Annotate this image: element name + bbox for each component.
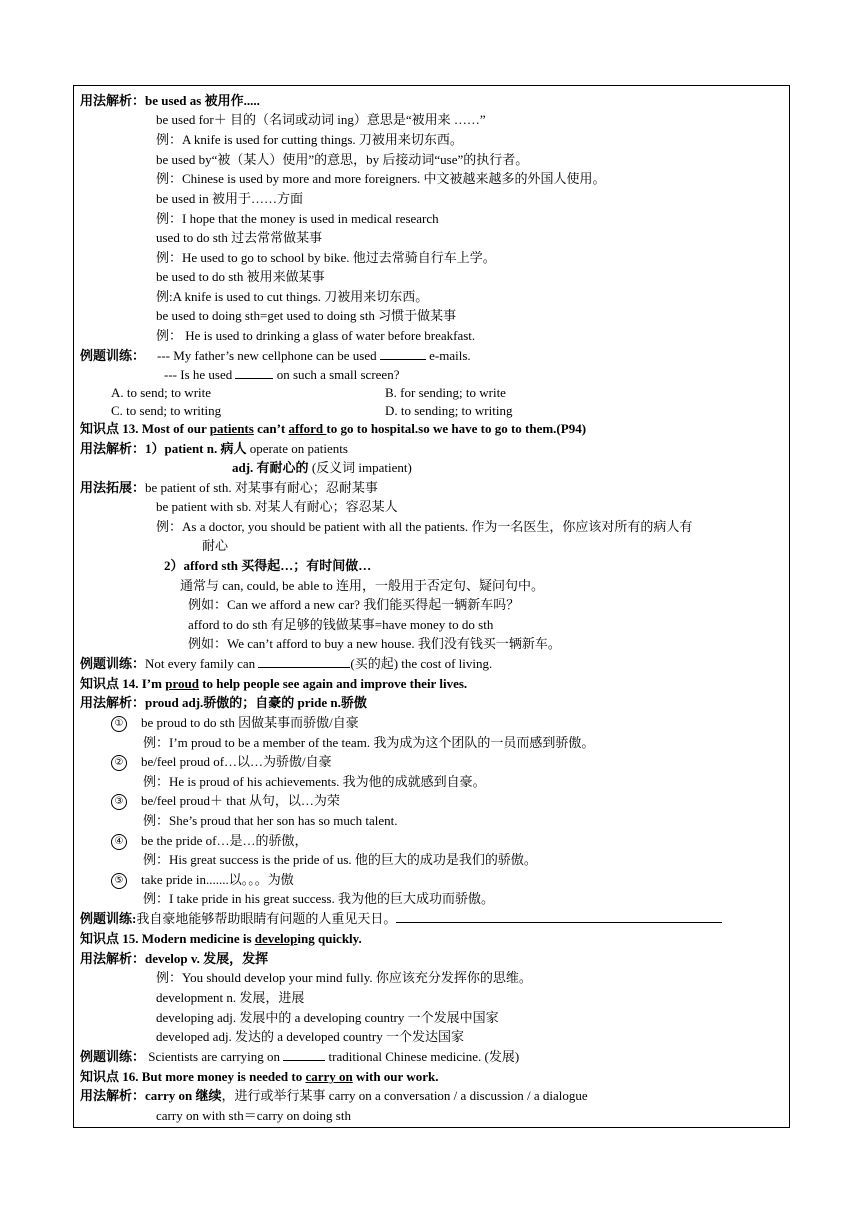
answer-blank[interactable] [380,347,426,360]
example-line: 例：I take pride in his great success. 我为他的巨大成功而骄傲。 [143,891,494,906]
text-line: be patient with sb. 对某人有耐心；容忍某人 [156,499,398,514]
example-line: 例:A knife is used to cut things. 刀被用来切东西。 [156,289,429,304]
usage-line: 用法解析：1）patient n. 病人 operate on patients [80,441,348,456]
usage-heading: 用法解析：develop v. 发展，发挥 [80,951,269,966]
text-line: 通常与 can, could, be able to 连用，一般用于否定句、疑问句中。 [180,578,544,593]
knowledge-point-16: 知识点 16. But more money is needed to carry on with our work. [80,1069,439,1084]
option-d[interactable]: D. to sending; to writing [385,403,513,418]
usage-subheading: 2）afford sth 买得起…；有时间做… [164,558,372,573]
knowledge-point-14: 知识点 14. I’m proud to help people see again and improve their lives. [80,676,468,691]
example-line: 例：He is proud of his achievements. 我为他的成就感到自豪。 [143,774,486,789]
option-b[interactable]: B. for sending; to write [385,385,506,400]
example-line: 例：His great success is the pride of us. 他的巨大的成功是我们的骄傲。 [143,852,537,867]
usage-heading: 用法解析：proud adj.骄傲的；自豪的 pride n.骄傲 [80,695,367,710]
example-line: 例：Chinese is used by more and more foreigners. 中文被越来越多的外国人使用。 [156,171,606,186]
usage-heading: 用法解析：be used as 被用作..... [80,93,260,108]
answer-blank[interactable] [396,910,722,923]
list-item: ④ be the pride of…是…的骄傲， [111,832,307,850]
example-line: 例如：Can we afford a new car? 我们能买得起一辆新车吗？ [188,597,520,612]
usage-line: adj. 有耐心的 (反义词 impatient) [232,460,412,475]
example-line: 例：You should develop your mind fully. 你应该充分发挥你的思维。 [156,970,532,985]
text-line: carry on with sth＝carry on doing sth [156,1108,351,1123]
text-line: developing adj. 发展中的 a developing country 一个发展中国家 [156,1010,499,1025]
text-line: development n. 发展，进展 [156,990,305,1005]
example-line: 例：I hope that the money is used in medical research [156,211,439,226]
text-line: be used for＋ 目的（名词或动词 ing）意思是“被用来 ……” [156,112,486,127]
list-item: ① be proud to do sth 因做某事而骄傲/自豪 [111,714,359,732]
example-line: 例：I’m proud to be a member of the team. 我为成为这个团队的一员而感到骄傲。 [143,735,595,750]
example-line: 例：A knife is used for cutting things. 刀被用来切东西。 [156,132,463,147]
answer-blank[interactable] [283,1048,325,1061]
text-line: developed adj. 发达的 a developed country 一个发达国家 [156,1029,464,1044]
answer-blank[interactable] [258,655,350,668]
example-line: 例：He used to go to school by bike. 他过去常骑自行车上学。 [156,250,496,265]
text-line: be used in 被用于……方面 [156,191,303,206]
extension-line: 用法拓展：be patient of sth. 对某事有耐心；忍耐某事 [80,480,378,495]
knowledge-point-15: 知识点 15. Modern medicine is developing quickly. [80,931,362,946]
exercise-line: 例题训练:我自豪地能够帮助眼睛有问题的人重见天日。 [80,910,722,928]
answer-blank[interactable] [235,366,273,379]
text-line: afford to do sth 有足够的钱做某事=have money to do sth [188,617,494,632]
exercise-line: --- Is he used on such a small screen? [164,367,400,382]
usage-line: 用法解析：carry on 继续，进行或举行某事 carry on a conversation / a discussion / a dialogue [80,1088,588,1103]
text-line: be used to do sth 被用来做某事 [156,269,325,284]
exercise-line: 例题训练： --- My father’s new cellphone can be used e-mails. [80,348,471,363]
example-line: 例：As a doctor, you should be patient with all the patients. 作为一名医生，你应该对所有的病人有 [156,519,693,534]
example-line: 例：She’s proud that her son has so much talent. [143,813,398,828]
text-line: be used by“被（某人）使用”的意思，by 后接动词“use”的执行者。 [156,152,529,167]
knowledge-point-13: 知识点 13. Most of our patients can’t afford to go to hospital.so we have to go to them.(P94) [80,421,587,436]
exercise-line: 例题训练： Scientists are carrying on traditional Chinese medicine. (发展) [80,1049,520,1064]
text-line: used to do sth 过去常常做某事 [156,230,323,245]
example-line: 例： He is used to drinking a glass of water before breakfast. [156,328,476,343]
example-line-cont: 耐心 [202,538,229,553]
list-item: ⑤ take pride in.......以。。。为傲 [111,871,294,889]
text-line: be used to doing sth=get used to doing sth 习惯于做某事 [156,308,457,323]
list-item: ③ be/feel proud＋ that 从句，以…为荣 [111,792,340,810]
option-a[interactable]: A. to send; to write [111,385,212,400]
option-c[interactable]: C. to send; to writing [111,403,222,418]
list-item: ② be/feel proud of…以…为骄傲/自豪 [111,753,332,771]
exercise-line: 例题训练：Not every family can (买的起) the cost of living. [80,656,493,671]
example-line: 例如：We can’t afford to buy a new house. 我们没有钱买一辆新车。 [188,636,561,651]
